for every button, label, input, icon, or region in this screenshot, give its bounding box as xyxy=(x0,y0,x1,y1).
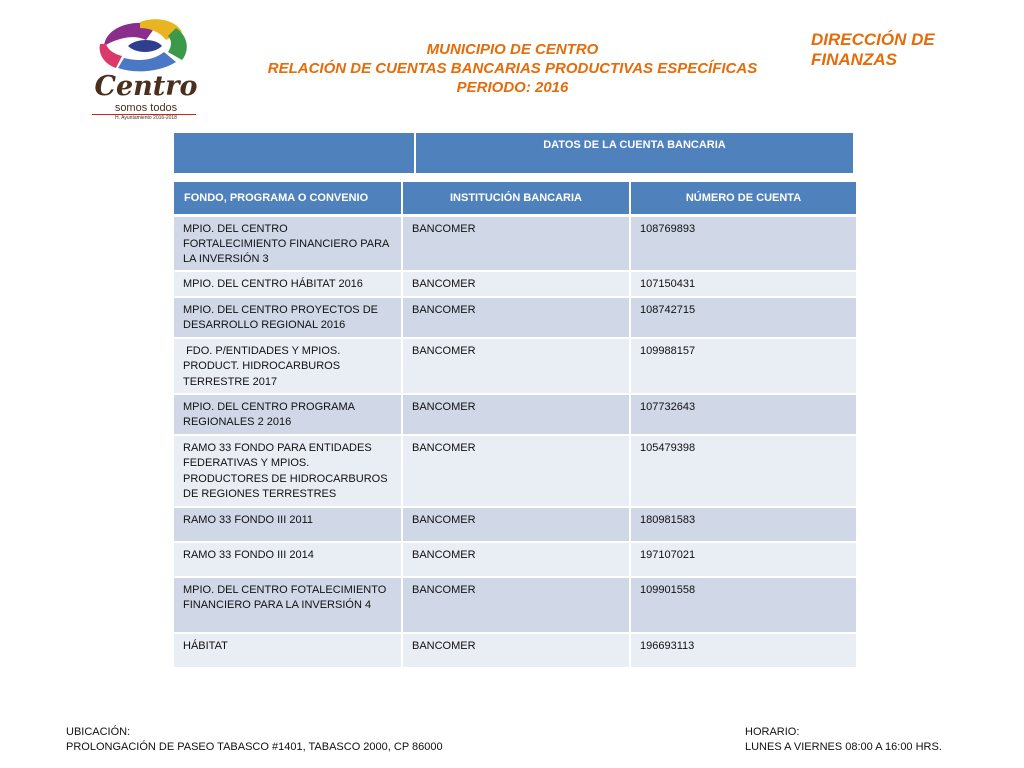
table-header-row xyxy=(174,182,856,215)
table-row xyxy=(174,338,856,394)
cell-fondo: MPIO. DEL CENTRO PROYECTOS DE DESARROLLO REGIONAL 2016 xyxy=(174,297,402,338)
cell-cuenta: 196693113 xyxy=(630,633,856,668)
cell-banco: BANCOMER xyxy=(402,507,630,542)
column-header-cuenta: NÚMERO DE CUENTA xyxy=(630,182,856,215)
cell-cuenta: 105479398 xyxy=(630,435,856,507)
table-row xyxy=(174,507,856,542)
footer-schedule xyxy=(745,725,942,755)
document-title xyxy=(240,40,785,97)
footer-schedule-label: HORARIO: xyxy=(745,726,800,738)
cell-fondo: RAMO 33 FONDO III 2014 xyxy=(174,542,402,577)
department-line-1: DIRECCIÓN DE xyxy=(811,30,935,49)
cell-fondo: HÁBITAT xyxy=(174,633,402,668)
column-header-fondo: FONDO, PROGRAMA O CONVENIO xyxy=(174,182,402,215)
footer-location-value: PROLONGACIÓN DE PASEO TABASCO #1401, TABASCO 2000, CP 86000 xyxy=(66,741,443,753)
cell-banco: BANCOMER xyxy=(402,577,630,633)
centro-logo xyxy=(86,16,204,121)
cell-fondo: FDO. P/ENTIDADES Y MPIOS. PRODUCT. HIDROCARBUROS TERRESTRE 2017 xyxy=(174,338,402,394)
cell-cuenta: 108742715 xyxy=(630,297,856,338)
cell-fondo: RAMO 33 FONDO PARA ENTIDADES FEDERATIVAS Y MPIOS. PRODUCTORES DE HIDROCARBUROS DE REGIONES TERRESTRES xyxy=(174,435,402,507)
footer-location-label: UBICACIÓN: xyxy=(66,726,131,738)
department-label xyxy=(811,30,971,70)
cell-banco: BANCOMER xyxy=(402,297,630,338)
cell-banco: BANCOMER xyxy=(402,542,630,577)
cell-cuenta: 109901558 xyxy=(630,577,856,633)
cell-fondo: MPIO. DEL CENTRO FOTALECIMIENTO FINANCIERO PARA LA INVERSIÓN 4 xyxy=(174,577,402,633)
group-header-blank xyxy=(174,133,414,173)
cell-cuenta: 107732643 xyxy=(630,394,856,435)
cell-banco: BANCOMER xyxy=(402,394,630,435)
department-line-2: FINANZAS xyxy=(811,50,897,69)
footer-schedule-value: LUNES A VIERNES 08:00 A 16:00 HRS. xyxy=(745,741,942,753)
logo-subline: H. Ayuntamiento 2016-2018 xyxy=(115,115,177,121)
cell-fondo: RAMO 33 FONDO III 2011 xyxy=(174,507,402,542)
title-line-2: RELACIÓN DE CUENTAS BANCARIAS PRODUCTIVAS ESPECÍFICAS xyxy=(267,60,758,77)
cell-cuenta: 108769893 xyxy=(630,215,856,271)
table-row xyxy=(174,271,856,297)
title-line-3: PERIODO: 2016 xyxy=(456,79,569,96)
logo-wordmark: Centro xyxy=(94,71,198,102)
table-row xyxy=(174,435,856,507)
table-row xyxy=(174,215,856,271)
table-row xyxy=(174,542,856,577)
cell-banco: BANCOMER xyxy=(402,338,630,394)
cell-cuenta: 180981583 xyxy=(630,507,856,542)
group-header: DATOS DE LA CUENTA BANCARIA xyxy=(416,133,853,173)
cell-fondo: MPIO. DEL CENTRO FORTALECIMIENTO FINANCIERO PARA LA INVERSIÓN 3 xyxy=(174,215,402,271)
table-row xyxy=(174,297,856,338)
cell-banco: BANCOMER xyxy=(402,435,630,507)
logo-emblem-icon xyxy=(96,16,194,74)
cell-cuenta: 197107021 xyxy=(630,542,856,577)
cell-fondo: MPIO. DEL CENTRO PROGRAMA REGIONALES 2 2016 xyxy=(174,394,402,435)
cell-cuenta: 109988157 xyxy=(630,338,856,394)
cell-fondo: MPIO. DEL CENTRO HÁBITAT 2016 xyxy=(174,271,402,297)
accounts-table xyxy=(174,182,856,669)
table-row xyxy=(174,633,856,668)
logo-tagline: somos todos xyxy=(114,102,178,114)
cell-banco: BANCOMER xyxy=(402,271,630,297)
title-line-1: MUNICIPIO DE CENTRO xyxy=(426,41,599,58)
cell-banco: BANCOMER xyxy=(402,215,630,271)
footer-location xyxy=(66,725,443,755)
table-row xyxy=(174,394,856,435)
column-header-institucion: INSTITUCIÓN BANCARIA xyxy=(402,182,630,215)
table-row xyxy=(174,577,856,633)
cell-banco: BANCOMER xyxy=(402,633,630,668)
cell-cuenta: 107150431 xyxy=(630,271,856,297)
